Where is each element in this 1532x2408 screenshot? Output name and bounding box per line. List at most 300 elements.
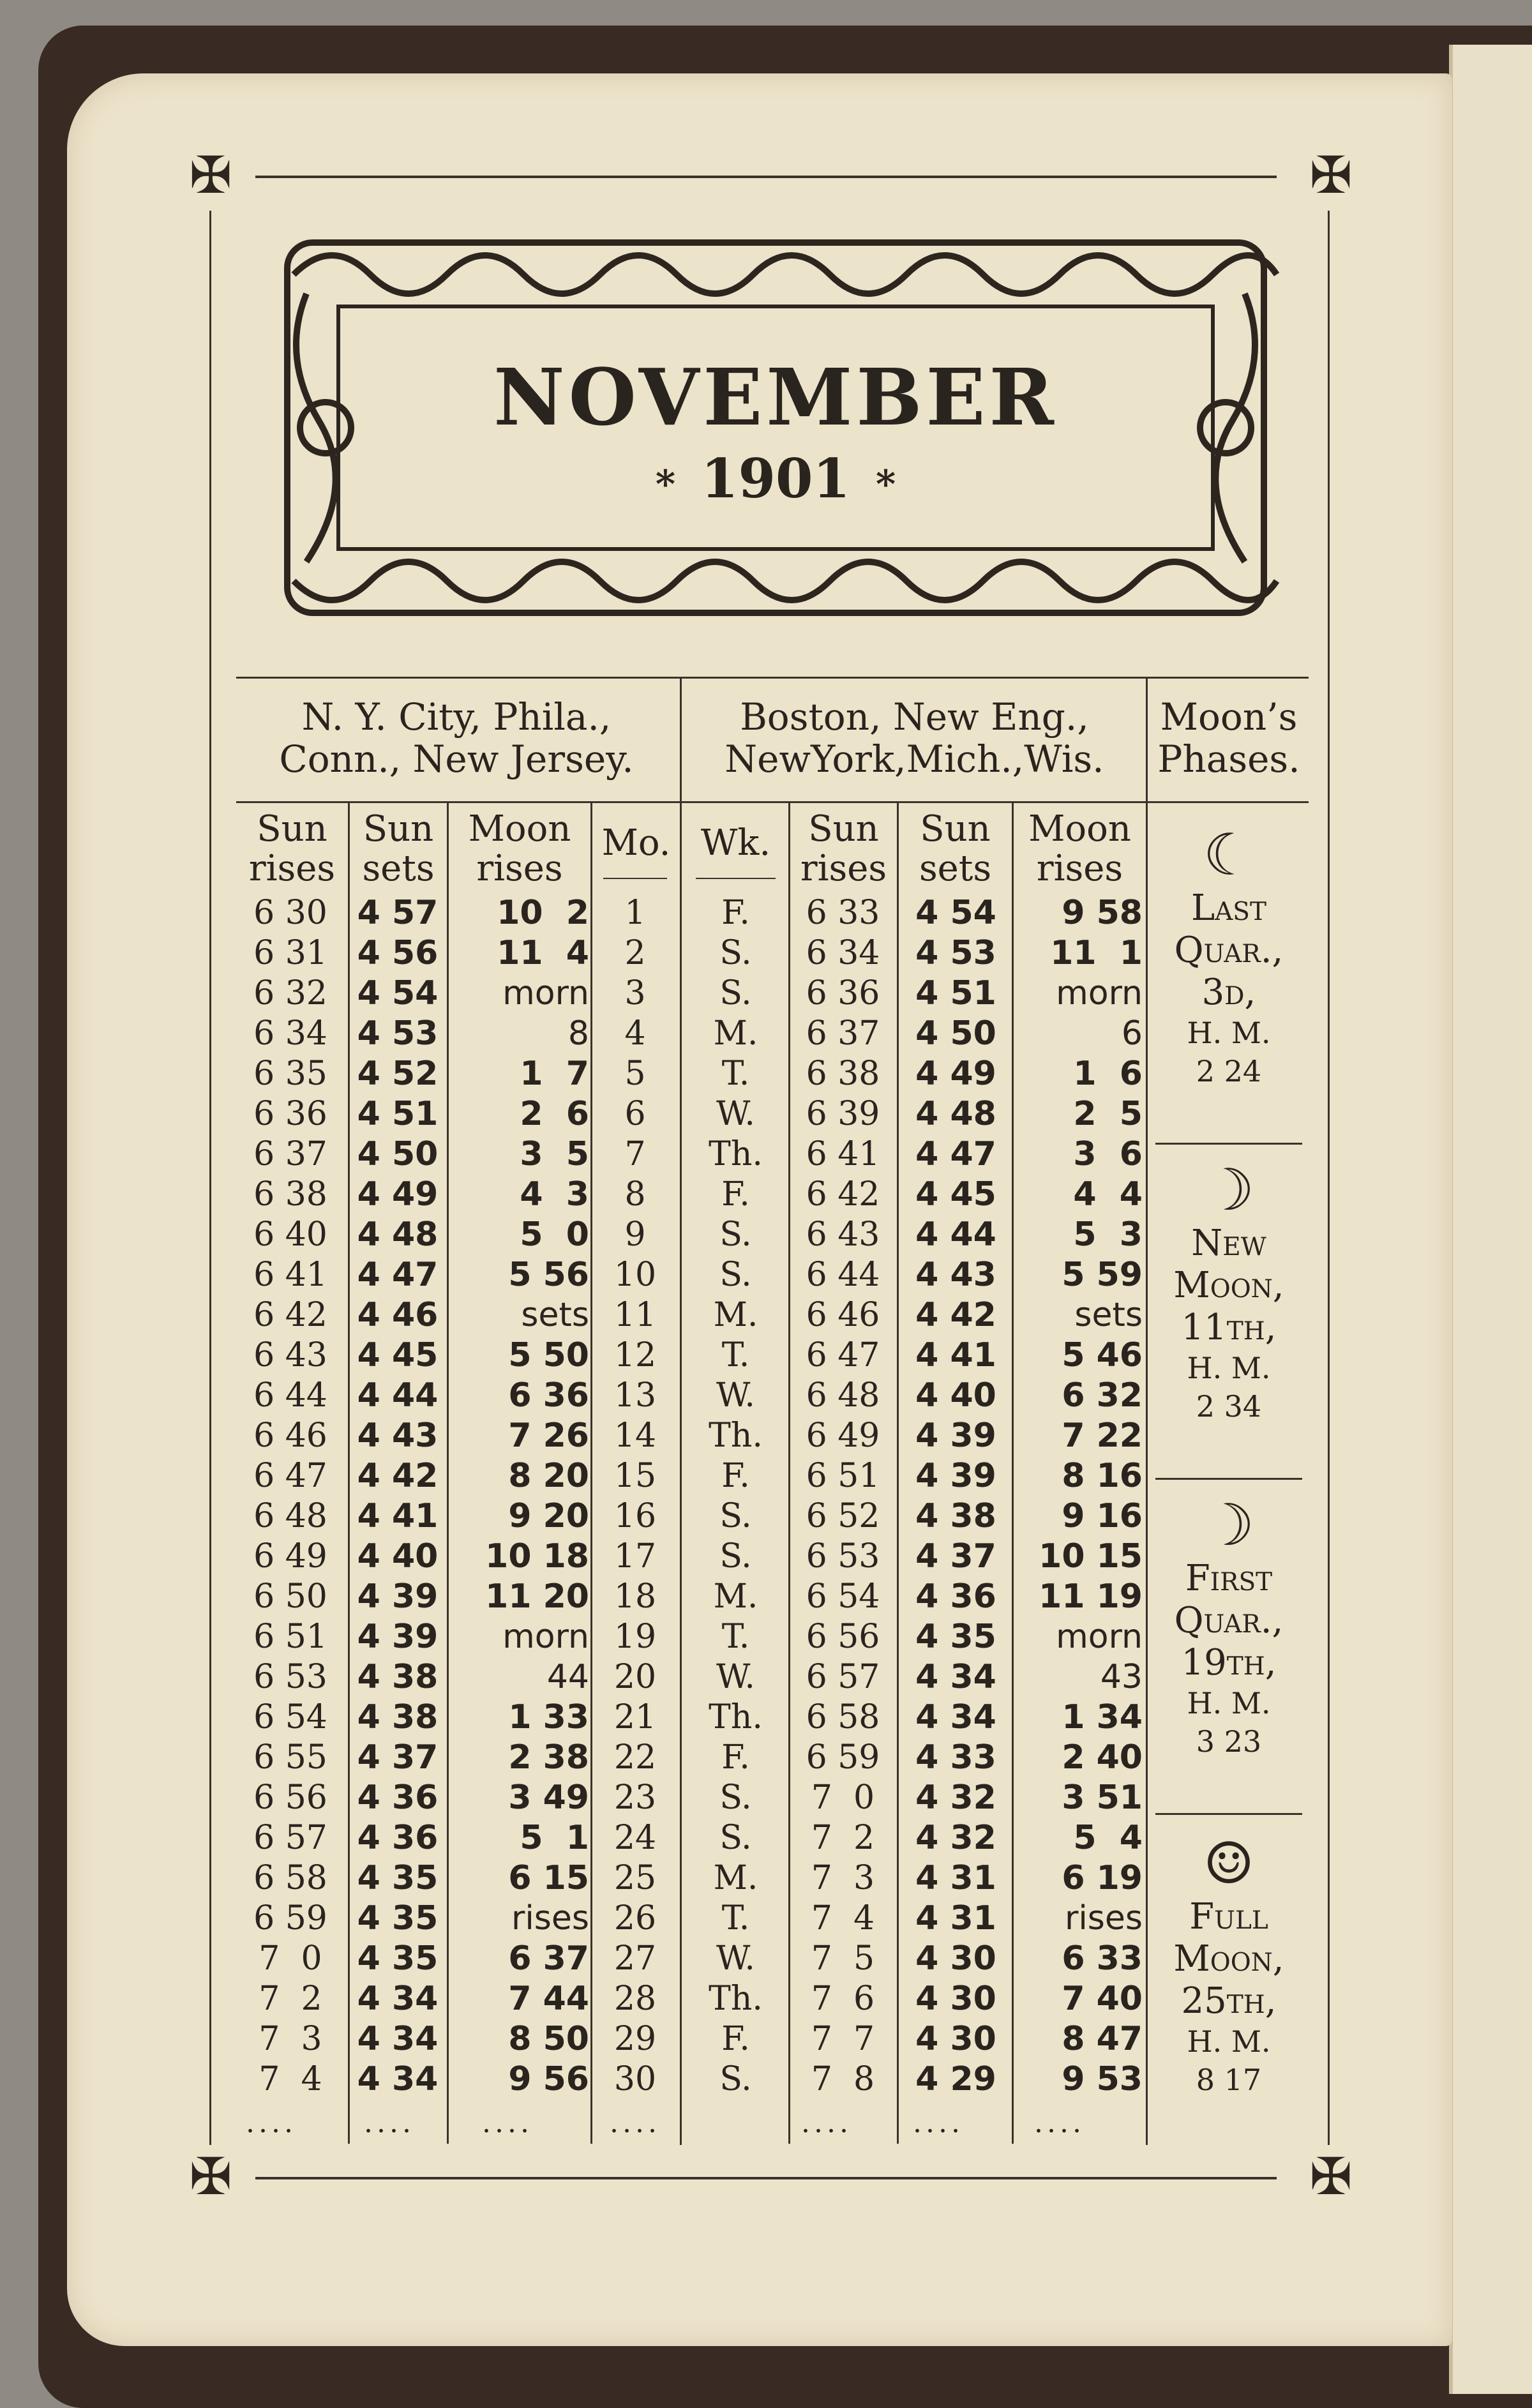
table-row <box>236 1698 1146 1738</box>
col-mo <box>592 824 680 863</box>
cell-ss: 4 56 <box>357 934 439 972</box>
cell-mr2: 5 4 <box>1073 1819 1143 1857</box>
table-row <box>236 1537 1146 1577</box>
dots: .... <box>364 2107 415 2139</box>
cell-sr: 6 49 <box>253 1537 327 1576</box>
cell-sr2: 6 33 <box>806 894 880 932</box>
mo-underline <box>603 878 667 879</box>
phase-time: 2 24 <box>1196 1054 1262 1088</box>
cell-wk: F. <box>721 894 750 932</box>
col-wk <box>683 824 788 863</box>
dots: .... <box>482 2107 533 2139</box>
cell-ss2: 4 43 <box>915 1256 996 1294</box>
cell-ss: 4 35 <box>357 1939 439 1978</box>
cell-sr2: 6 54 <box>806 1577 880 1616</box>
corner-ornament-icon: ✠ <box>189 146 232 205</box>
cell-mo: 23 <box>613 1779 657 1817</box>
cell-mo: 19 <box>613 1618 657 1656</box>
cell-mr: 10 2 <box>497 894 589 932</box>
col-sun-sets <box>350 809 447 889</box>
col-label: Moon <box>1028 808 1131 850</box>
table-row <box>236 1658 1146 1698</box>
cell-mr2: 6 <box>1121 1014 1143 1053</box>
cell-mr: 7 26 <box>508 1417 589 1455</box>
cell-ss2: 4 31 <box>915 1859 996 1897</box>
cell-mo: 2 <box>624 934 646 972</box>
cell-ss: 4 39 <box>357 1577 439 1616</box>
cell-sr: 7 2 <box>259 1980 322 2018</box>
table-row <box>236 1256 1146 1296</box>
cell-wk: M. <box>713 1577 758 1616</box>
cell-mr2: 7 22 <box>1062 1417 1143 1455</box>
col-label: rises <box>1036 848 1123 889</box>
region-left <box>236 696 677 780</box>
cell-ss: 4 38 <box>357 1698 439 1736</box>
cell-wk: S. <box>719 934 752 972</box>
table-row <box>236 1376 1146 1417</box>
cell-wk: F. <box>721 1175 750 1214</box>
cell-ss: 4 54 <box>357 974 439 1012</box>
cell-wk: S. <box>719 1256 752 1294</box>
cell-mr2: 1 34 <box>1062 1698 1143 1736</box>
cell-mr: 5 50 <box>508 1336 589 1374</box>
cell-mo: 21 <box>613 1698 657 1736</box>
moon-phase <box>1152 1494 1305 1761</box>
cell-mr2: rises <box>1064 1899 1143 1938</box>
cell-mo: 25 <box>613 1859 657 1897</box>
cell-sr2: 6 42 <box>806 1175 880 1214</box>
cell-sr: 6 54 <box>253 1698 327 1736</box>
cell-wk: S. <box>719 1779 752 1817</box>
phase-divider <box>1155 1813 1302 1815</box>
cell-mr2: 8 16 <box>1062 1457 1143 1495</box>
phase-hm-label: H. M. <box>1187 1686 1271 1720</box>
table-row <box>236 894 1146 934</box>
dots: .... <box>1034 2107 1085 2139</box>
cell-ss: 4 35 <box>357 1899 439 1938</box>
cell-wk: W. <box>716 1658 755 1696</box>
cell-mo: 7 <box>624 1135 646 1173</box>
cell-sr: 6 44 <box>253 1376 327 1415</box>
cell-mr2: 3 51 <box>1062 1779 1143 1817</box>
cell-sr: 6 53 <box>253 1658 327 1696</box>
cell-ss2: 4 42 <box>915 1296 996 1334</box>
cell-ss2: 4 32 <box>915 1779 996 1817</box>
cell-sr: 6 30 <box>253 894 327 932</box>
cell-mo: 16 <box>613 1497 657 1535</box>
cell-mr2: 11 19 <box>1039 1577 1143 1616</box>
cell-mr2: morn <box>1056 1618 1143 1656</box>
cell-mr: 1 7 <box>520 1055 589 1093</box>
cell-ss2: 4 41 <box>915 1336 996 1374</box>
cell-sr: 6 37 <box>253 1135 327 1173</box>
cell-mr: 6 37 <box>508 1939 589 1978</box>
col-label: rises <box>800 848 887 889</box>
cell-ss2: 4 32 <box>915 1819 996 1857</box>
cell-mr: 10 18 <box>485 1537 589 1576</box>
phase-name: 25th, <box>1181 1980 1277 2022</box>
dots: .... <box>246 2107 297 2139</box>
cell-sr: 6 50 <box>253 1577 327 1616</box>
table-row <box>236 1738 1146 1779</box>
moon-phase <box>1152 1159 1305 1426</box>
dots: .... <box>801 2107 852 2139</box>
cell-ss: 4 46 <box>357 1296 439 1334</box>
cell-mr: 8 50 <box>508 2020 589 2058</box>
table-row <box>236 1417 1146 1457</box>
cell-sr2: 7 5 <box>811 1939 875 1978</box>
phases-divider <box>1146 677 1148 2145</box>
star-icon: * <box>655 462 676 507</box>
cell-wk: F. <box>721 1457 750 1495</box>
table-row <box>236 1939 1146 1980</box>
star-icon: * <box>875 462 896 507</box>
cell-ss2: 4 50 <box>915 1014 996 1053</box>
cell-wk: S. <box>719 1497 752 1535</box>
cell-sr2: 6 57 <box>806 1658 880 1696</box>
cell-mo: 4 <box>624 1014 646 1053</box>
cell-ss2: 4 38 <box>915 1497 996 1535</box>
cell-wk: S. <box>719 1537 752 1576</box>
table-row <box>236 1497 1146 1537</box>
phase-name: First <box>1185 1558 1273 1599</box>
cell-mo: 11 <box>613 1296 657 1334</box>
table-row <box>236 1779 1146 1819</box>
phase-name: Quar., <box>1174 1600 1284 1641</box>
phase-name: Quar., <box>1174 929 1284 971</box>
col-label: Sun <box>363 808 434 850</box>
cell-sr: 6 57 <box>253 1819 327 1857</box>
cell-mo: 26 <box>613 1899 657 1938</box>
table-row <box>236 1980 1146 2020</box>
cell-ss2: 4 54 <box>915 894 996 932</box>
table-row <box>236 1095 1146 1135</box>
cell-mr2: 9 58 <box>1062 894 1143 932</box>
cell-ss: 4 39 <box>357 1618 439 1656</box>
cell-sr2: 7 0 <box>811 1779 875 1817</box>
cell-ss2: 4 34 <box>915 1658 996 1696</box>
cell-ss2: 4 34 <box>915 1698 996 1736</box>
cell-mo: 18 <box>613 1577 657 1616</box>
cell-ss: 4 35 <box>357 1859 439 1897</box>
table-row <box>236 1296 1146 1336</box>
cell-mr: 5 1 <box>520 1819 589 1857</box>
phase-name: 19th, <box>1181 1642 1277 1683</box>
cell-mr2: 8 47 <box>1062 2020 1143 2058</box>
cell-wk: S. <box>719 2060 752 2098</box>
cell-mr: morn <box>502 1618 589 1656</box>
cell-ss: 4 53 <box>357 1014 439 1053</box>
cell-ss: 4 36 <box>357 1819 439 1857</box>
cell-ss: 4 38 <box>357 1658 439 1696</box>
cell-wk: W. <box>716 1939 755 1978</box>
cell-ss2: 4 39 <box>915 1457 996 1495</box>
cell-sr: 6 34 <box>253 1014 327 1053</box>
col-label: Sun <box>920 808 991 850</box>
region-phases <box>1149 696 1309 780</box>
region-right-line1: Boston, New Eng., <box>740 695 1089 739</box>
table-row <box>236 1819 1146 1859</box>
cell-mo: 3 <box>624 974 646 1012</box>
cell-mr2: 9 53 <box>1062 2060 1143 2098</box>
moon-icon: ☺ <box>1203 1830 1255 1897</box>
cell-mr: 6 15 <box>508 1859 589 1897</box>
cell-ss2: 4 30 <box>915 1980 996 2018</box>
cell-mr: 2 6 <box>520 1095 589 1133</box>
phase-time: 3 23 <box>1196 1724 1262 1759</box>
cell-mo: 6 <box>624 1095 646 1133</box>
table-row <box>236 934 1146 974</box>
table-top-rule <box>236 677 1309 679</box>
phase-name: Moon, <box>1173 1938 1284 1980</box>
table-row <box>236 1135 1146 1175</box>
table-row <box>236 974 1146 1014</box>
table-row <box>236 1618 1146 1658</box>
cell-sr2: 7 6 <box>811 1980 875 2018</box>
cell-mo: 1 <box>624 894 646 932</box>
cell-ss: 4 34 <box>357 2060 439 2098</box>
cell-ss: 4 36 <box>357 1779 439 1817</box>
cell-sr: 6 31 <box>253 934 327 972</box>
cell-ss2: 4 29 <box>915 2060 996 2098</box>
cell-ss: 4 49 <box>357 1175 439 1214</box>
dots: .... <box>913 2107 964 2139</box>
col-label: Wk. <box>700 822 771 864</box>
wk-underline <box>696 878 776 879</box>
cell-ss2: 4 39 <box>915 1417 996 1455</box>
cell-sr: 7 4 <box>259 2060 322 2098</box>
cell-mr: 11 4 <box>497 934 589 972</box>
phase-name: New <box>1191 1223 1266 1264</box>
cell-mo: 5 <box>624 1055 646 1093</box>
cell-wk: Th. <box>709 1980 763 2018</box>
phase-name: 3d, <box>1201 972 1256 1013</box>
cell-mr: 2 38 <box>508 1738 589 1777</box>
cell-mo: 17 <box>613 1537 657 1576</box>
cell-wk: M. <box>713 1859 758 1897</box>
cell-sr: 6 36 <box>253 1095 327 1133</box>
cell-sr2: 6 47 <box>806 1336 880 1374</box>
col-label: rises <box>248 848 336 889</box>
table-row <box>236 1457 1146 1497</box>
cell-mr2: 9 16 <box>1062 1497 1143 1535</box>
col-moon-rises-2 <box>1014 809 1146 889</box>
cell-mr2: 10 15 <box>1039 1537 1143 1576</box>
cell-mr: 5 56 <box>508 1256 589 1294</box>
cell-sr2: 6 49 <box>806 1417 880 1455</box>
cell-mr: 11 20 <box>485 1577 589 1616</box>
cell-sr: 6 58 <box>253 1859 327 1897</box>
cell-sr2: 6 53 <box>806 1537 880 1576</box>
cell-ss: 4 43 <box>357 1417 439 1455</box>
cell-wk: W. <box>716 1095 755 1133</box>
col-moon-rises <box>449 809 590 889</box>
left-frame-rule <box>209 211 211 2145</box>
cell-ss2: 4 35 <box>915 1618 996 1656</box>
cell-wk: T. <box>721 1899 750 1938</box>
cell-wk: W. <box>716 1376 755 1415</box>
year-line <box>268 447 1283 510</box>
cell-wk: Th. <box>709 1698 763 1736</box>
cell-mr2: 5 59 <box>1062 1256 1143 1294</box>
cell-mr2: 6 19 <box>1062 1859 1143 1897</box>
col-label: Sun <box>808 808 879 850</box>
cell-mo: 14 <box>613 1417 657 1455</box>
cell-mr2: 5 46 <box>1062 1336 1143 1374</box>
cell-ss2: 4 33 <box>915 1738 996 1777</box>
cell-wk: S. <box>719 1819 752 1857</box>
table-row <box>236 2020 1146 2060</box>
cell-sr: 6 51 <box>253 1618 327 1656</box>
cell-sr2: 6 44 <box>806 1256 880 1294</box>
cell-sr: 6 43 <box>253 1336 327 1374</box>
phases-line2: Phases. <box>1157 737 1300 781</box>
phases-line1: Moon’s <box>1160 695 1298 739</box>
cell-mo: 20 <box>613 1658 657 1696</box>
cell-mo: 24 <box>613 1819 657 1857</box>
cell-sr2: 6 58 <box>806 1698 880 1736</box>
moon-icon: ☽ <box>1203 1492 1255 1559</box>
cell-wk: M. <box>713 1296 758 1334</box>
table-row <box>236 1336 1146 1376</box>
cell-mo: 10 <box>613 1256 657 1294</box>
cell-mo: 15 <box>613 1457 657 1495</box>
bottom-rule <box>255 2177 1277 2179</box>
cell-ss: 4 52 <box>357 1055 439 1093</box>
cell-mr: 3 49 <box>508 1779 589 1817</box>
phase-time: 8 17 <box>1196 2063 1262 2097</box>
cell-mo: 27 <box>613 1939 657 1978</box>
cell-sr: 6 38 <box>253 1175 327 1214</box>
cell-ss: 4 42 <box>357 1457 439 1495</box>
region-left-line1: N. Y. City, Phila., <box>301 695 612 739</box>
cell-mo: 12 <box>613 1336 657 1374</box>
phase-hm-label: H. M. <box>1187 1016 1271 1050</box>
cell-ss2: 4 30 <box>915 2020 996 2058</box>
cell-mr2: 3 6 <box>1073 1135 1143 1173</box>
cell-mr2: 6 32 <box>1062 1376 1143 1415</box>
cell-wk: F. <box>721 1738 750 1777</box>
cell-wk: Th. <box>709 1417 763 1455</box>
phase-hm-label: H. M. <box>1187 2024 1271 2059</box>
cell-mr2: 43 <box>1100 1658 1143 1696</box>
corner-ornament-icon: ✠ <box>189 2147 232 2206</box>
col-sun-rises-2 <box>790 809 897 889</box>
cell-mr2: 4 4 <box>1073 1175 1143 1214</box>
cell-wk: S. <box>719 974 752 1012</box>
table-row <box>236 1577 1146 1618</box>
phase-name: Moon, <box>1173 1265 1284 1306</box>
cell-mr2: morn <box>1056 974 1143 1012</box>
cell-mr: 6 36 <box>508 1376 589 1415</box>
title-ornament <box>268 223 1283 632</box>
cell-sr: 7 0 <box>259 1939 322 1978</box>
region-right-line2: NewYork,Mich.,Wis. <box>725 737 1104 781</box>
cell-ss: 4 44 <box>357 1376 439 1415</box>
cell-wk: S. <box>719 1215 752 1254</box>
cell-mr: 9 56 <box>508 2060 589 2098</box>
cell-ss: 4 48 <box>357 1215 439 1254</box>
cell-mr: 8 20 <box>508 1457 589 1495</box>
cell-ss2: 4 30 <box>915 1939 996 1978</box>
phase-divider <box>1155 1143 1302 1145</box>
cell-ss2: 4 49 <box>915 1055 996 1093</box>
cell-mr: morn <box>502 974 589 1012</box>
phase-time: 2 34 <box>1196 1389 1262 1424</box>
cell-mo: 13 <box>613 1376 657 1415</box>
cell-ss: 4 41 <box>357 1497 439 1535</box>
cell-mo: 8 <box>624 1175 646 1214</box>
cell-sr2: 7 7 <box>811 2020 875 2058</box>
cell-sr: 6 46 <box>253 1417 327 1455</box>
cell-sr: 6 35 <box>253 1055 327 1093</box>
cell-ss: 4 57 <box>357 894 439 932</box>
cell-sr2: 7 2 <box>811 1819 875 1857</box>
adjacent-page <box>1449 45 1532 2394</box>
col-label: Sun <box>257 808 327 850</box>
cell-sr2: 6 51 <box>806 1457 880 1495</box>
region-left-line2: Conn., New Jersey. <box>279 737 634 781</box>
cell-sr2: 6 48 <box>806 1376 880 1415</box>
table-row <box>236 1014 1146 1055</box>
table-row <box>236 2060 1146 2100</box>
table-row <box>236 1899 1146 1939</box>
cell-sr2: 6 43 <box>806 1215 880 1254</box>
region-right <box>683 696 1146 780</box>
cell-mr: 7 44 <box>508 1980 589 2018</box>
cell-sr: 6 40 <box>253 1215 327 1254</box>
cell-wk: T. <box>721 1055 750 1093</box>
cell-sr2: 6 34 <box>806 934 880 972</box>
cell-sr2: 6 41 <box>806 1135 880 1173</box>
cell-wk: T. <box>721 1618 750 1656</box>
phase-hm-label: H. M. <box>1187 1351 1271 1385</box>
table-row <box>236 1175 1146 1215</box>
cell-mr: 3 5 <box>520 1135 589 1173</box>
phase-name: 11th, <box>1181 1307 1277 1348</box>
table-row <box>236 1859 1146 1899</box>
cell-ss2: 4 40 <box>915 1376 996 1415</box>
cell-mo: 22 <box>613 1738 657 1777</box>
cell-sr2: 6 37 <box>806 1014 880 1053</box>
column-header-rule <box>236 801 1309 803</box>
col-label: rises <box>476 848 563 889</box>
month-title: NOVEMBER <box>493 351 1058 443</box>
cell-ss2: 4 51 <box>915 974 996 1012</box>
cell-ss2: 4 48 <box>915 1095 996 1133</box>
cell-sr: 6 47 <box>253 1457 327 1495</box>
cell-ss2: 4 53 <box>915 934 996 972</box>
cell-ss2: 4 44 <box>915 1215 996 1254</box>
cell-sr2: 6 56 <box>806 1618 880 1656</box>
cell-sr: 6 32 <box>253 974 327 1012</box>
cell-mr2: 1 6 <box>1073 1055 1143 1093</box>
cell-sr2: 6 38 <box>806 1055 880 1093</box>
cell-mr: 4 3 <box>520 1175 589 1214</box>
cell-sr: 7 3 <box>259 2020 322 2058</box>
year: 1901 <box>701 447 850 510</box>
top-rule <box>255 176 1277 178</box>
cell-ss: 4 34 <box>357 2020 439 2058</box>
cell-mr: 1 33 <box>508 1698 589 1736</box>
cell-mo: 9 <box>624 1215 646 1254</box>
cell-mr2: sets <box>1074 1296 1143 1334</box>
cell-mr: 9 20 <box>508 1497 589 1535</box>
right-frame-rule <box>1328 211 1330 2145</box>
cell-ss: 4 40 <box>357 1537 439 1576</box>
cell-ss2: 4 36 <box>915 1577 996 1616</box>
cell-ss: 4 34 <box>357 1980 439 2018</box>
